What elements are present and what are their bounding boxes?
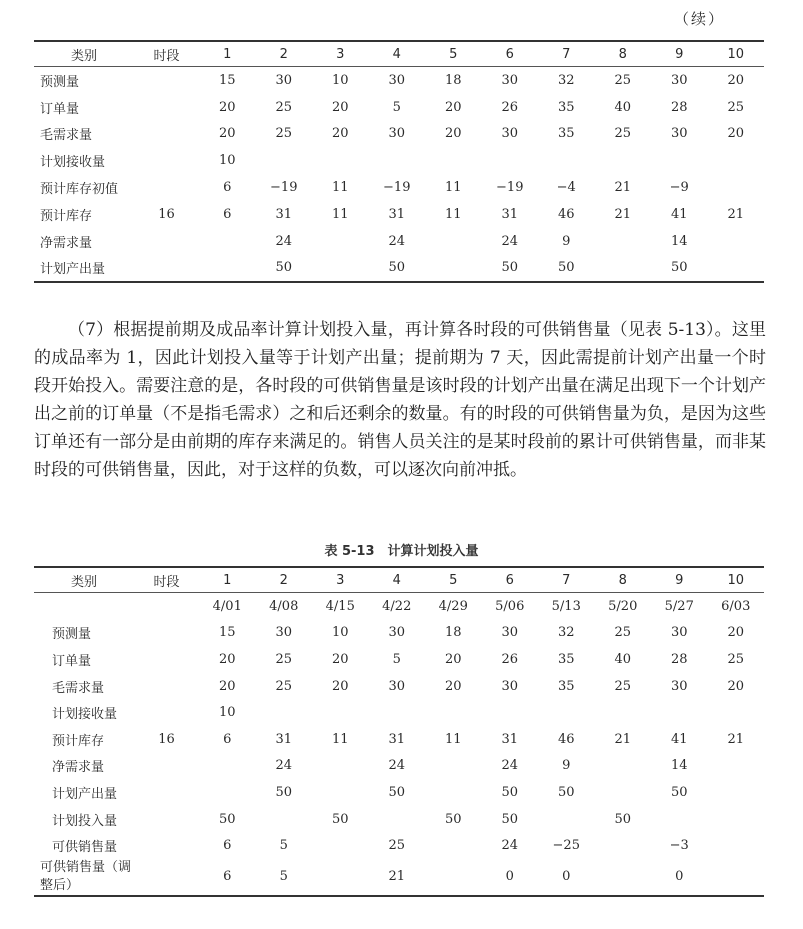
table-cell: 25	[388, 838, 406, 854]
table-cell	[595, 859, 652, 896]
table-cell: 20	[727, 126, 745, 142]
table-cell	[425, 228, 482, 255]
table-cell: 10	[331, 72, 349, 88]
table-cell: 21	[727, 731, 745, 747]
table-cell: 9	[562, 233, 571, 249]
row-label: 预计库存	[52, 733, 105, 749]
table-row	[34, 859, 764, 896]
table-cell: 50	[275, 784, 293, 800]
table-cell: 25	[275, 651, 293, 667]
table-cell: 24	[388, 758, 406, 774]
table-cell: 50	[482, 255, 539, 283]
table-cell: 26	[501, 99, 519, 115]
table-cell: 46	[557, 206, 575, 222]
table-cell: 11	[331, 731, 349, 747]
header-cell: 8	[595, 567, 652, 593]
table-cell: 18	[444, 72, 462, 88]
header-cell: 3	[312, 41, 369, 67]
table-cell	[708, 859, 765, 896]
table-cell: 20	[727, 72, 745, 88]
row-label: 预计库存初值	[40, 182, 119, 198]
table-cell: 30	[670, 625, 688, 641]
table-cell	[199, 779, 256, 806]
table-row	[34, 620, 764, 647]
table-cell	[425, 255, 482, 283]
table-cell	[708, 228, 765, 255]
table-cell	[312, 255, 369, 283]
table-cell: 30	[275, 72, 293, 88]
header-cell: 6	[482, 567, 539, 593]
header-cell: 7	[538, 41, 595, 67]
table-cell	[134, 67, 199, 94]
table-cell: −9	[669, 180, 689, 196]
header-cell: 类别	[34, 567, 134, 593]
table-cell: 31	[275, 206, 293, 222]
table-cell: 35	[557, 678, 575, 694]
table-cell: 24	[501, 233, 519, 249]
table-cell	[425, 147, 482, 174]
table-cell: 50	[444, 811, 462, 827]
table-cell: 6/03	[721, 598, 751, 614]
table-cell: 30	[670, 678, 688, 694]
table-cell	[199, 753, 256, 780]
table-cell: 50	[614, 811, 632, 827]
table-cell: 30	[501, 625, 519, 641]
table-cell: 50	[557, 784, 575, 800]
table-cell: 30	[670, 72, 688, 88]
table-cell: −4	[556, 180, 576, 196]
table-cell: 5	[256, 859, 313, 896]
table-cell	[369, 699, 426, 726]
table-row	[34, 593, 764, 620]
table-cell: 15	[218, 72, 236, 88]
table-caption: 表 5-13 计算计划投入量	[324, 544, 479, 559]
table-cell: 46	[557, 731, 575, 747]
table-cell	[708, 832, 765, 859]
table-cell	[134, 646, 199, 673]
table-cell: 25	[614, 625, 632, 641]
table-cell: 20	[218, 651, 236, 667]
table-cell: 18	[444, 625, 462, 641]
table-cell: 30	[501, 126, 519, 142]
table-cell: −19	[383, 180, 411, 196]
table-cell: 0	[482, 859, 539, 896]
table-cell	[134, 673, 199, 700]
table-cell: 4/08	[269, 598, 299, 614]
table-cell	[134, 255, 199, 283]
table-cell: 28	[670, 99, 688, 115]
table-cell: 21	[614, 731, 632, 747]
header-cell: 1	[199, 41, 256, 67]
header-cell: 类别	[34, 41, 134, 67]
table-cell: 25	[727, 651, 745, 667]
table-cell	[134, 806, 199, 833]
table-cell: 10	[218, 153, 236, 169]
table-cell: 31	[501, 206, 519, 222]
table-cell: 11	[331, 206, 349, 222]
table-cell	[482, 699, 539, 726]
table-cell: 20	[331, 99, 349, 115]
table-cell: 25	[275, 126, 293, 142]
table-cell	[425, 779, 482, 806]
table-cell: 0	[651, 859, 708, 896]
table-row	[34, 832, 764, 859]
table-header-row	[34, 567, 764, 593]
header-cell: 6	[482, 41, 539, 67]
table-cell: 20	[218, 126, 236, 142]
table-cell: 10	[218, 705, 236, 721]
table-cell: 50	[256, 255, 313, 283]
row-label: 计划产出量	[52, 786, 118, 802]
table-cell: 11	[444, 731, 462, 747]
row-label: 计划接收量	[40, 155, 106, 171]
table-cell: 40	[614, 651, 632, 667]
table-cell: 25	[275, 99, 293, 115]
table-cell: 50	[670, 784, 688, 800]
table-cell	[538, 806, 595, 833]
table-cell: 25	[727, 99, 745, 115]
table-cell	[708, 779, 765, 806]
table-cell	[651, 147, 708, 174]
table-cell: 30	[388, 625, 406, 641]
table-cell: 31	[388, 731, 406, 747]
body-paragraph: （7）根据提前期及成品率计算计划投入量，再计算各时段的可供销售量（见表 5-13）。这里的成品率为 1，因此计划投入量等于计划产出量；提前期为 7 天，因此需提前计划产出量一个时段开始投入。需要注意的是，各时段的可供销售量是该时段的计划产出量在满足出现下一个计划产出之前的订单量（不是指毛需求）之和后还剩余的数量。有的时段的可供销售量为负，是因为这些订单还有一部分是由前期的库存来满足的。销售人员关注的是某时段前的累计可供销售量，而非某时段的可供销售量，因此，对于这样的负数，可以逐次向前冲抵。	[34, 320, 766, 480]
table-cell	[595, 255, 652, 283]
table-5-13	[34, 566, 764, 897]
table-cell: 31	[501, 731, 519, 747]
table-cell: 5/06	[495, 598, 525, 614]
table-row	[34, 121, 764, 148]
header-cell: 4	[369, 567, 426, 593]
table-cell: 32	[557, 625, 575, 641]
table-cell	[256, 147, 313, 174]
table-cell	[538, 699, 595, 726]
row-label: 可供销售量	[52, 840, 118, 856]
table-cell: 5	[279, 838, 288, 854]
table-cell: −3	[669, 838, 689, 854]
table-cell	[134, 779, 199, 806]
table-row	[34, 699, 764, 726]
table-cell: 30	[388, 126, 406, 142]
row-label: 计划接收量	[52, 707, 118, 723]
table-cell: 11	[444, 206, 462, 222]
table-cell: 24	[501, 758, 519, 774]
table-cell	[708, 753, 765, 780]
table-row	[34, 228, 764, 255]
table-cell: 25	[614, 126, 632, 142]
table-cell	[425, 753, 482, 780]
table-cell: 6	[223, 180, 232, 196]
table-cell: 4/22	[382, 598, 412, 614]
header-cell: 时段	[134, 567, 199, 593]
table-cell: 25	[275, 678, 293, 694]
header-cell: 5	[425, 41, 482, 67]
table-row	[34, 779, 764, 806]
table-cell: 30	[501, 72, 519, 88]
table-cell	[134, 859, 199, 896]
table-cell	[312, 779, 369, 806]
table-cell	[708, 147, 765, 174]
table-cell: 50	[331, 811, 349, 827]
table-cell: 40	[614, 99, 632, 115]
table-cell: 16	[158, 206, 175, 222]
header-cell: 8	[595, 41, 652, 67]
header-cell: 时段	[134, 41, 199, 67]
table-cell: 35	[557, 99, 575, 115]
table-cell	[312, 228, 369, 255]
table-cell: −19	[496, 180, 524, 196]
table-cell: 4/01	[212, 598, 242, 614]
table-cell	[256, 806, 313, 833]
table-cell: 0	[538, 859, 595, 896]
table-cell: 4/29	[438, 598, 468, 614]
table-cell	[312, 832, 369, 859]
table-cell: 24	[275, 758, 293, 774]
table-cell	[708, 255, 765, 283]
table-cell: 5/13	[551, 598, 581, 614]
table-cell: 20	[444, 678, 462, 694]
table-cell: 20	[444, 651, 462, 667]
table-cell: 6	[223, 731, 232, 747]
table-cell: 21	[369, 859, 426, 896]
table-cell	[312, 859, 369, 896]
row-label: 订单量	[40, 101, 80, 117]
table-cell: 20	[444, 99, 462, 115]
table-cell: 5	[392, 99, 401, 115]
table-cell	[199, 228, 256, 255]
table-row	[34, 753, 764, 780]
table-cell: 50	[651, 255, 708, 283]
row-label: 预计库存	[40, 208, 93, 224]
table-row	[34, 726, 764, 753]
table-row	[34, 255, 764, 283]
table-cell: 16	[158, 731, 175, 747]
table-cell: 50	[538, 255, 595, 283]
table-cell: 30	[670, 126, 688, 142]
table-cell	[425, 699, 482, 726]
table-continued	[34, 40, 764, 283]
table-header-row	[34, 41, 764, 67]
table-cell	[134, 753, 199, 780]
table-cell: 20	[331, 678, 349, 694]
table-cell: 11	[444, 180, 462, 196]
table-cell: 10	[331, 625, 349, 641]
header-cell: 10	[708, 567, 765, 593]
table-cell	[312, 753, 369, 780]
table-cell: 41	[670, 206, 688, 222]
table-cell: 50	[218, 811, 236, 827]
continued-label: （续）	[673, 10, 725, 28]
table-cell: 11	[331, 180, 349, 196]
row-label: 计划投入量	[52, 813, 118, 829]
header-cell: 10	[708, 41, 765, 67]
header-cell: 9	[651, 41, 708, 67]
table-cell: 4/15	[325, 598, 355, 614]
table-cell: 25	[614, 678, 632, 694]
table-row	[34, 646, 764, 673]
table-row	[34, 673, 764, 700]
table-cell: 14	[670, 758, 688, 774]
table-cell: 26	[501, 651, 519, 667]
table-cell: 50	[501, 784, 519, 800]
table-cell: 5/27	[664, 598, 694, 614]
table-cell	[425, 859, 482, 896]
table-cell	[312, 147, 369, 174]
table-cell	[312, 699, 369, 726]
table-cell: 20	[727, 678, 745, 694]
table-cell: 50	[501, 811, 519, 827]
table-cell	[134, 94, 199, 121]
table-cell: 20	[331, 126, 349, 142]
table-cell: 6	[199, 859, 256, 896]
table-cell	[595, 779, 652, 806]
table-cell: 50	[388, 784, 406, 800]
table-cell	[651, 806, 708, 833]
table-cell: −19	[270, 180, 298, 196]
header-cell: 4	[369, 41, 426, 67]
header-cell: 2	[256, 567, 313, 593]
table-cell: 15	[218, 625, 236, 641]
table-row	[34, 94, 764, 121]
table-cell: 6	[223, 838, 232, 854]
table-cell	[595, 832, 652, 859]
table-cell: 24	[275, 233, 293, 249]
table-cell	[708, 699, 765, 726]
row-label: 订单量	[52, 653, 92, 669]
table-cell	[134, 620, 199, 647]
table-cell: 31	[388, 206, 406, 222]
table-cell: 21	[614, 206, 632, 222]
table-cell: 20	[218, 99, 236, 115]
table-cell: 41	[670, 731, 688, 747]
row-label	[34, 593, 134, 620]
table-cell: 6	[223, 206, 232, 222]
table-cell	[595, 147, 652, 174]
header-cell: 7	[538, 567, 595, 593]
header-cell: 5	[425, 567, 482, 593]
table-cell: 50	[369, 255, 426, 283]
table-cell: 30	[388, 72, 406, 88]
table-cell	[482, 147, 539, 174]
table-cell	[595, 753, 652, 780]
table-cell	[369, 806, 426, 833]
table-cell: 24	[501, 838, 519, 854]
table-cell: −25	[552, 838, 580, 854]
table-row	[34, 67, 764, 94]
table-row	[34, 201, 764, 228]
table-cell	[199, 255, 256, 283]
header-cell: 9	[651, 567, 708, 593]
table-cell	[595, 228, 652, 255]
table-cell	[134, 593, 199, 620]
table-cell	[538, 147, 595, 174]
table-cell: 21	[614, 180, 632, 196]
table-cell: 30	[388, 678, 406, 694]
table-cell	[256, 699, 313, 726]
table-cell: 21	[727, 206, 745, 222]
table-cell: 24	[388, 233, 406, 249]
table-cell: 30	[275, 625, 293, 641]
table-cell: 9	[562, 758, 571, 774]
table-row	[34, 147, 764, 174]
row-label: 预测量	[40, 74, 80, 90]
table-cell: 20	[331, 651, 349, 667]
table-cell	[651, 699, 708, 726]
table-cell: 20	[727, 625, 745, 641]
table-cell: 5/20	[608, 598, 638, 614]
table-cell	[708, 174, 765, 201]
table-row	[34, 806, 764, 833]
table-cell	[134, 147, 199, 174]
table-cell	[595, 699, 652, 726]
table-cell	[134, 699, 199, 726]
table-cell: 32	[557, 72, 575, 88]
table-cell: 5	[392, 651, 401, 667]
table-cell	[369, 147, 426, 174]
table-cell: 30	[501, 678, 519, 694]
row-label: 预测量	[52, 627, 92, 643]
table-cell: 31	[275, 731, 293, 747]
table-cell: 20	[218, 678, 236, 694]
header-cell: 1	[199, 567, 256, 593]
row-label: 可供销售量（调整后）	[34, 859, 134, 896]
table-cell: 35	[557, 651, 575, 667]
header-cell: 3	[312, 567, 369, 593]
row-label: 计划产出量	[34, 255, 134, 283]
table-cell: 25	[614, 72, 632, 88]
table-cell: 14	[670, 233, 688, 249]
header-cell: 2	[256, 41, 313, 67]
row-label: 毛需求量	[52, 680, 105, 696]
table-cell: 20	[444, 126, 462, 142]
row-label: 净需求量	[52, 760, 105, 776]
table-cell	[134, 121, 199, 148]
table-cell: 35	[557, 126, 575, 142]
table-cell	[134, 174, 199, 201]
table-cell: 28	[670, 651, 688, 667]
row-label: 净需求量	[40, 235, 93, 251]
table-cell	[425, 832, 482, 859]
row-label: 毛需求量	[40, 128, 93, 144]
table-cell	[708, 806, 765, 833]
table-row	[34, 174, 764, 201]
table-cell	[134, 832, 199, 859]
table-cell	[134, 228, 199, 255]
